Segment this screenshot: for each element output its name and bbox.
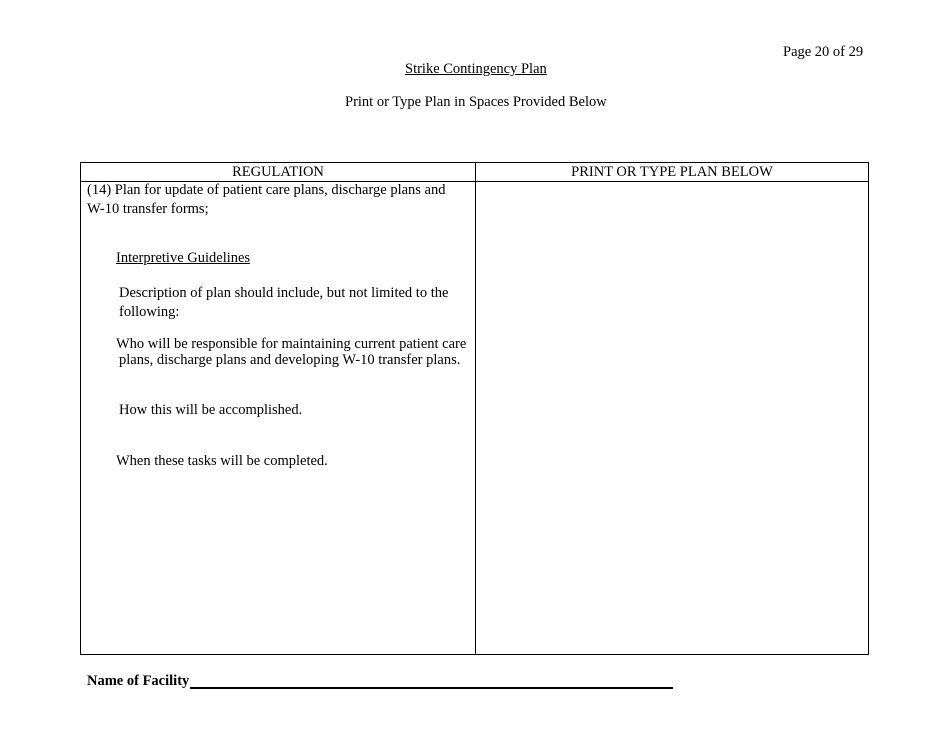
guideline-line: How this will be accomplished. <box>119 402 303 418</box>
page-number: Page 20 of 29 <box>783 44 864 60</box>
guideline-line: following: <box>119 304 180 320</box>
plan-table <box>80 162 869 655</box>
header-plan: PRINT OR TYPE PLAN BELOW <box>571 164 773 180</box>
facility-label: Name of Facility <box>87 673 190 689</box>
guideline-line: Description of plan should include, but not limited to the <box>119 285 449 301</box>
facility-name-underline <box>190 687 673 689</box>
header-regulation: REGULATION <box>232 164 324 180</box>
facility-name-field[interactable] <box>192 673 672 687</box>
document-subtitle: Print or Type Plan in Spaces Provided Below <box>345 94 607 110</box>
guideline-line: When these tasks will be completed. <box>116 453 328 469</box>
plan-entry-area[interactable] <box>476 182 868 654</box>
guideline-line: Who will be responsible for maintaining current patient care <box>116 336 467 352</box>
regulation-text-line: W-10 transfer forms; <box>87 201 209 217</box>
guidelines-heading: Interpretive Guidelines <box>116 250 251 266</box>
regulation-text-line: (14) Plan for update of patient care plans, discharge plans and <box>87 182 446 198</box>
guideline-line: plans, discharge plans and developing W-10 transfer plans. <box>119 352 461 368</box>
document-title: Strike Contingency Plan <box>405 61 547 77</box>
